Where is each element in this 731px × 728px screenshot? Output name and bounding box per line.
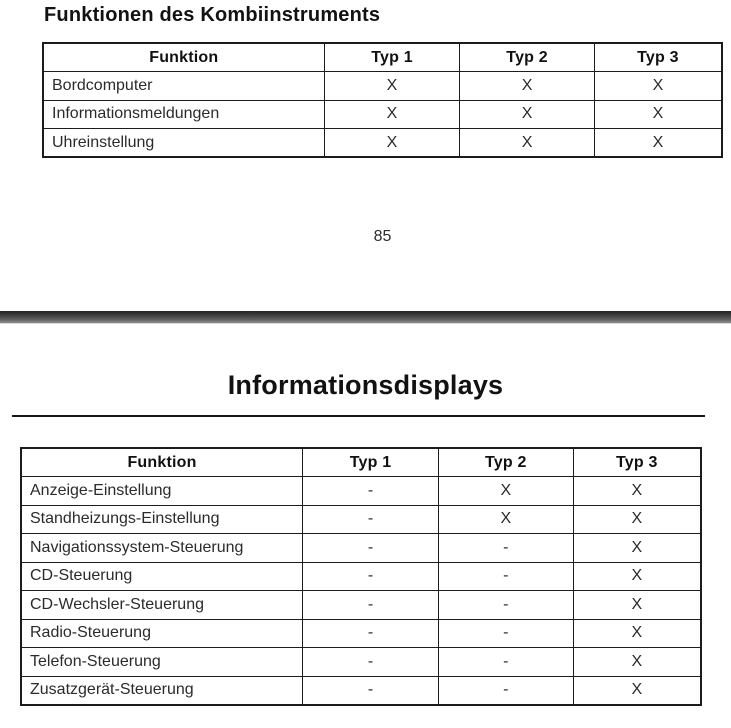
kombiinstrument-table	[42, 42, 723, 158]
column-header-typ1: Typ 1	[324, 43, 460, 72]
column-header-typ2: Typ 2	[460, 43, 594, 72]
table-header-row	[21, 448, 701, 477]
cell-typ1: -	[303, 676, 439, 705]
cell-typ3: X	[573, 591, 701, 620]
cell-typ1: -	[303, 619, 439, 648]
column-header-funktion: Funktion	[21, 448, 303, 477]
table-row	[21, 676, 701, 705]
cell-funktion: CD-Steuerung	[21, 562, 303, 591]
cell-typ1: -	[303, 477, 439, 506]
cell-typ2: X	[439, 505, 574, 534]
cell-typ2: -	[439, 534, 574, 563]
cell-funktion: Anzeige-Einstellung	[21, 477, 303, 506]
cell-typ2: -	[439, 562, 574, 591]
cell-funktion: Informationsmeldungen	[43, 100, 324, 129]
cell-typ2: X	[439, 477, 574, 506]
page-break-divider	[0, 311, 731, 324]
column-header-typ3: Typ 3	[573, 448, 701, 477]
cell-typ2: -	[439, 648, 574, 677]
cell-typ1: -	[303, 562, 439, 591]
table-row	[21, 534, 701, 563]
cell-funktion: Zusatzgerät-Steuerung	[21, 676, 303, 705]
cell-typ1: X	[324, 129, 460, 158]
cell-typ1: -	[303, 505, 439, 534]
page-number: 85	[373, 228, 392, 245]
cell-funktion: Telefon-Steuerung	[21, 648, 303, 677]
cell-typ1: X	[324, 72, 460, 101]
cell-funktion: Uhreinstellung	[43, 129, 324, 158]
chapter-title-informationsdisplays: Informationsdisplays	[227, 370, 504, 400]
cell-typ2: X	[460, 72, 594, 101]
cell-typ2: -	[439, 676, 574, 705]
chapter-title-rule	[12, 415, 705, 417]
column-header-typ1: Typ 1	[303, 448, 439, 477]
cell-typ3: X	[573, 676, 701, 705]
table-row	[43, 100, 722, 129]
cell-typ1: -	[303, 534, 439, 563]
table-row	[21, 477, 701, 506]
table-header-row	[43, 43, 722, 72]
cell-typ1: -	[303, 591, 439, 620]
cell-funktion: Navigationssystem-Steuerung	[21, 534, 303, 563]
table-row	[21, 591, 701, 620]
table-row	[43, 72, 722, 101]
cell-funktion: Radio-Steuerung	[21, 619, 303, 648]
table-row	[21, 562, 701, 591]
table-row	[21, 619, 701, 648]
cell-typ1: X	[324, 100, 460, 129]
cell-typ3: X	[573, 505, 701, 534]
section-heading-kombiinstrument: Funktionen des Kombiinstruments	[44, 4, 381, 26]
cell-typ2: -	[439, 619, 574, 648]
column-header-typ3: Typ 3	[594, 43, 722, 72]
cell-typ3: X	[594, 72, 722, 101]
cell-typ3: X	[573, 619, 701, 648]
cell-typ3: X	[573, 477, 701, 506]
cell-typ3: X	[594, 129, 722, 158]
cell-funktion: Bordcomputer	[43, 72, 324, 101]
cell-typ3: X	[573, 648, 701, 677]
column-header-funktion: Funktion	[43, 43, 324, 72]
cell-typ2: X	[460, 129, 594, 158]
column-header-typ2: Typ 2	[439, 448, 574, 477]
table-row	[21, 505, 701, 534]
cell-typ2: -	[439, 591, 574, 620]
cell-typ2: X	[460, 100, 594, 129]
informationsdisplays-table	[20, 447, 702, 706]
cell-funktion: Standheizungs-Einstellung	[21, 505, 303, 534]
cell-typ3: X	[573, 562, 701, 591]
table-row	[21, 648, 701, 677]
cell-typ3: X	[594, 100, 722, 129]
cell-typ3: X	[573, 534, 701, 563]
table-row	[43, 129, 722, 158]
cell-funktion: CD-Wechsler-Steuerung	[21, 591, 303, 620]
cell-typ1: -	[303, 648, 439, 677]
